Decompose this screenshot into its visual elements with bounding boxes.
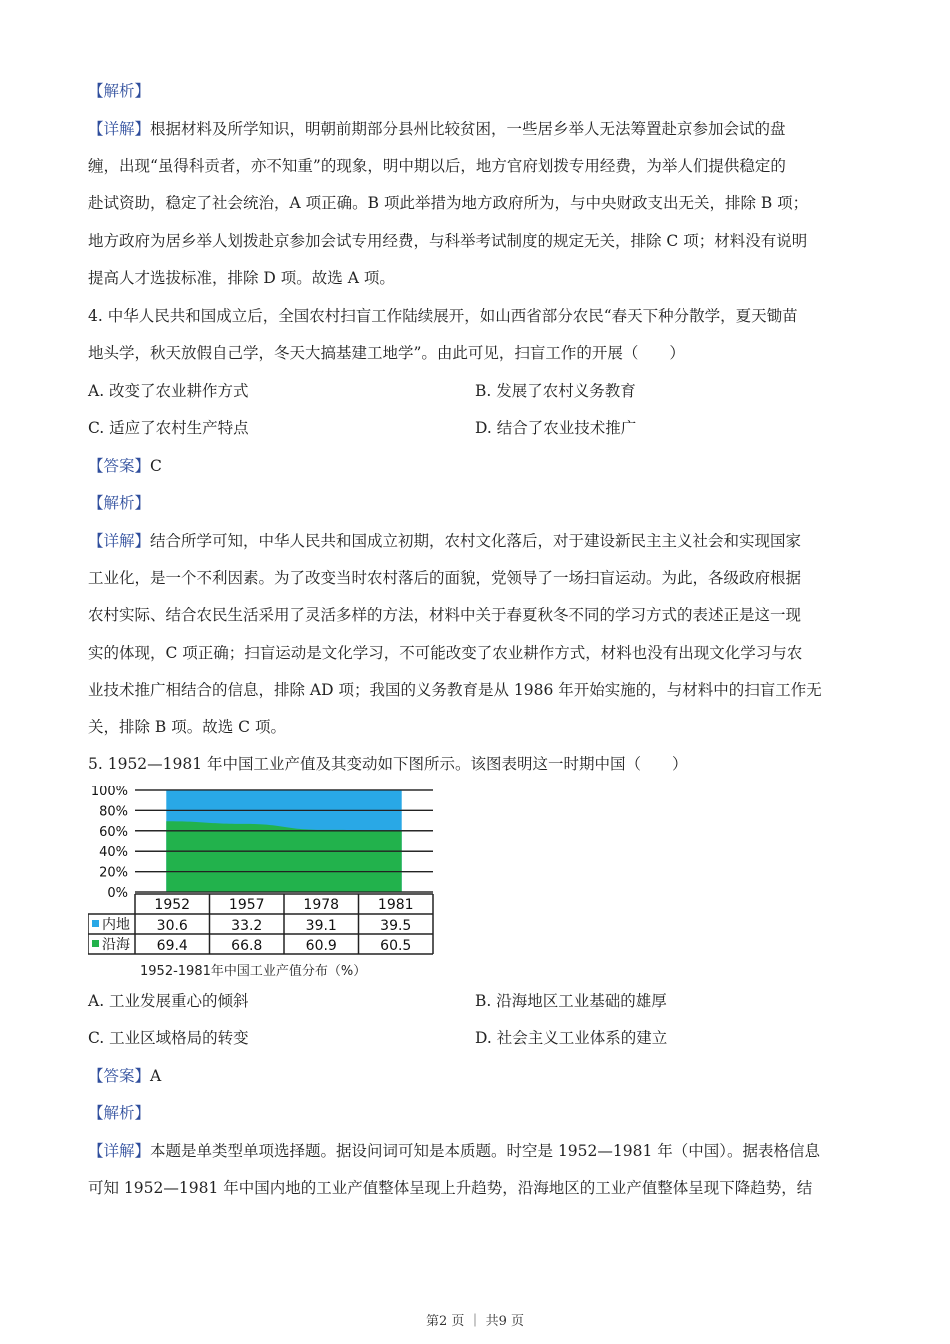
y-tick-label: 60% [99,824,128,840]
y-tick-label: 40% [99,845,128,861]
jiexi-heading: 【解析】 [88,82,151,100]
data-label: 60.5 [380,938,412,954]
detail-paragraph-line: 地方政府为居乡举人划拨赴京参加会试专用经费，与科举考试制度的规定无关，排除 C 项；材料没有说明 [88,232,808,250]
question-4-stem: 4. 中华人民共和国成立后，全国农村扫盲工作陆续展开，如山西省部分农民“春天下种分散学，夏天锄苗 [88,307,798,325]
data-label: 33.2 [231,918,263,934]
q4-answer: 【答案】C [88,457,162,475]
y-tick-label: 20% [99,865,128,881]
chart-svg [88,786,438,960]
legend-swatch [92,920,99,927]
question-4-stem: 地头学，秋天放假自己学，冬天大搞基建工地学”。由此可见，扫盲工作的开展（ ） [88,344,685,362]
data-label: 39.1 [305,918,337,934]
data-label: 30.6 [156,918,188,934]
q4-option-c: C. 适应了农村生产特点 [88,419,249,437]
x-tick-label: 1957 [228,897,265,913]
detail-paragraph-line: 缠，出现“虽得科贡者，亦不知重”的现象，明中期以后，地方官府划拨专用经费，为举人们提供稳定的 [88,157,786,175]
area-coastal [166,821,401,892]
q5-option-d: D. 社会主义工业体系的建立 [475,1029,668,1047]
q4-detail-line: 工业化，是一个不利因素。为了改变当时农村落后的面貌，党领导了一场扫盲运动。为此，各级政府根据 [88,569,802,587]
x-tick-label: 1978 [303,897,340,913]
page-footer: 第2 页 ｜ 共9 页 [425,1314,525,1329]
detail-tag: 【详解】 [88,120,151,138]
q5-option-c: C. 工业区域格局的转变 [88,1029,249,1047]
x-tick-label: 1981 [377,897,414,913]
industry-share-chart [88,786,438,976]
data-label: 66.8 [231,938,263,954]
q4-detail-line: 关，排除 B 项。故选 C 项。 [88,718,286,736]
data-label: 69.4 [156,938,188,954]
y-tick-label: 80% [99,804,128,820]
q5-detail-line: 【详解】本题是单类型单项选择题。据设问词可知是本质题。时空是 1952—1981 年（中国）。据表格信息 [88,1142,821,1160]
q5-jiexi-heading: 【解析】 [88,1104,151,1122]
q5-detail-line: 可知 1952—1981 年中国内地的工业产值整体呈现上升趋势，沿海地区的工业产值整体呈现下降趋势，结 [88,1179,813,1197]
q5-option-a: A. 工业发展重心的倾斜 [88,992,249,1010]
legend-label: 沿海 [102,937,130,953]
question-5-stem: 5. 1952—1981 年中国工业产值及其变动如下图所示。该图表明这一时期中国（ ） [88,755,688,773]
detail-paragraph-line: 提高人才选拔标准，排除 D 项。故选 A 项。 [88,269,395,287]
q5-option-b: B. 沿海地区工业基础的雄厚 [475,992,667,1010]
q4-jiexi-heading: 【解析】 [88,494,151,512]
chart-title: 1952-1981年中国工业产值分布（%） [140,964,367,979]
q4-detail-line: 农村实际、结合农民生活采用了灵活多样的方法，材料中关于春夏秋冬不同的学习方式的表述正是这一现 [88,606,802,624]
q4-detail-line: 业技术推广相结合的信息，排除 AD 项；我国的义务教育是从 1986 年开始实施的，与材料中的扫盲工作无 [88,681,822,699]
y-tick-label: 100% [90,786,128,799]
q4-option-d: D. 结合了农业技术推广 [475,419,637,437]
detail-paragraph-line: 【详解】根据材料及所学知识，明朝前期部分县州比较贫困，一些居乡举人无法筹置赴京参加会试的盘 [88,120,786,138]
legend-label: 内地 [102,917,130,933]
data-label: 60.9 [305,938,337,954]
q4-option-b: B. 发展了农村义务教育 [475,382,636,400]
q5-answer: 【答案】A [88,1067,162,1085]
x-tick-label: 1952 [154,897,191,913]
y-tick-label: 0% [107,886,128,901]
q4-detail-line: 实的体现，C 项正确；扫盲运动是文化学习，不可能改变了农业耕作方式，材料也没有出现文化学习与农 [88,644,803,662]
detail-paragraph-line: 赴试资助，稳定了社会统治，A 项正确。B 项此举措为地方政府所为，与中央财政支出无关，排除 B 项； [88,194,809,212]
legend-swatch [92,940,99,947]
q4-detail-line: 【详解】结合所学可知，中华人民共和国成立初期，农村文化落后，对于建设新民主主义社会和实现国家 [88,532,802,550]
data-label: 39.5 [380,918,412,934]
q4-option-a: A. 改变了农业耕作方式 [88,382,249,400]
